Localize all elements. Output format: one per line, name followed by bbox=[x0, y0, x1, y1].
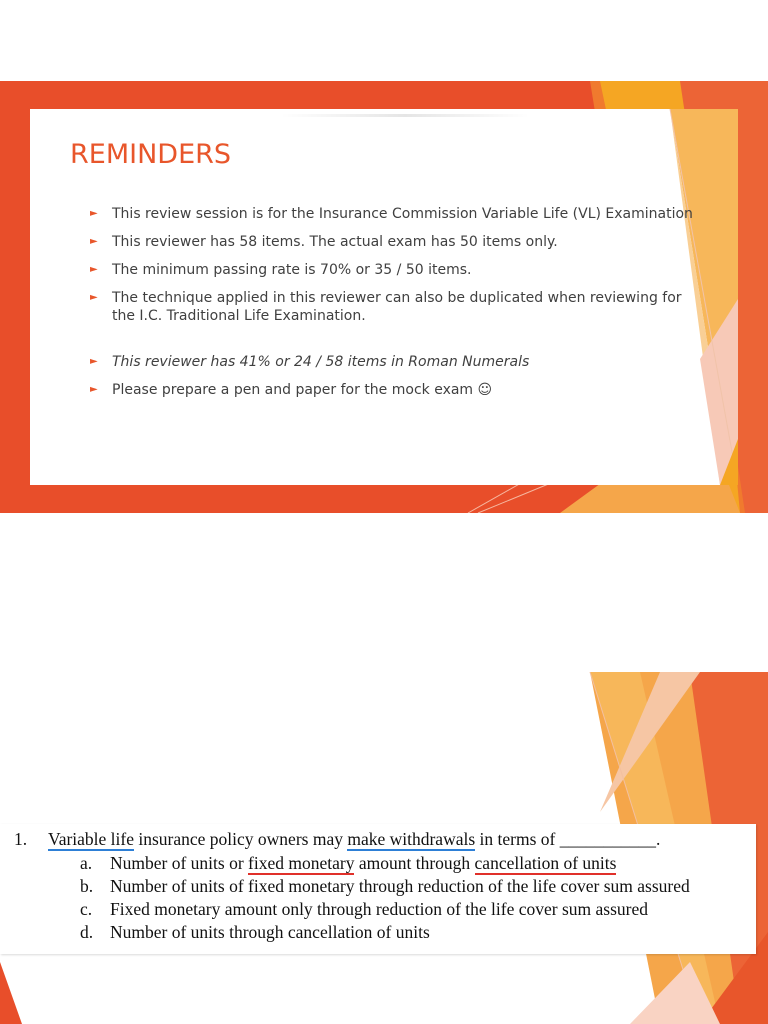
option-a: a. Number of units or fixed monetary amount through cancellation of units bbox=[80, 853, 617, 873]
list-item: ► The minimum passing rate is 70% or 35 / 50 items. bbox=[90, 262, 472, 278]
reminder-list bbox=[90, 205, 710, 409]
triangle-right-icon: ► bbox=[90, 236, 98, 247]
triangle-right-icon: ► bbox=[90, 292, 98, 303]
question-number: 1. bbox=[14, 829, 28, 849]
question-slide bbox=[0, 672, 768, 1024]
question-stem: 1. Variable life insurance policy owners may make withdrawals in terms of ___________. bbox=[14, 829, 661, 849]
question-box bbox=[0, 824, 756, 954]
triangle-right-icon: ► bbox=[90, 356, 98, 367]
option-c: c. Fixed monetary amount only through reduction of the life cover sum assured bbox=[80, 899, 648, 919]
triangle-right-icon: ► bbox=[90, 384, 98, 395]
list-item: ► Please prepare a pen and paper for the mock exam ☺ bbox=[90, 382, 493, 398]
option-d: d. Number of units through cancellation of units bbox=[80, 922, 430, 942]
list-item: ► The technique applied in this reviewer can also be duplicated when reviewing for the I.C. Traditional Life Examination. bbox=[90, 290, 682, 324]
answer-options bbox=[80, 852, 690, 944]
reminders-slide bbox=[0, 81, 768, 513]
triangle-right-icon: ► bbox=[90, 264, 98, 275]
list-item: ► This reviewer has 58 items. The actual exam has 50 items only. bbox=[90, 234, 558, 250]
slide-title: REMINDERS bbox=[70, 139, 232, 170]
content-card bbox=[30, 109, 738, 485]
list-item: ► This reviewer has 41% or 24 / 58 items in Roman Numerals bbox=[90, 354, 530, 370]
card-shadow bbox=[280, 114, 530, 117]
option-b: b. Number of units of fixed monetary through reduction of the life cover sum assured bbox=[80, 876, 690, 896]
triangle-right-icon: ► bbox=[90, 208, 98, 219]
list-item: ► This review session is for the Insurance Commission Variable Life (VL) Examination bbox=[90, 206, 693, 222]
